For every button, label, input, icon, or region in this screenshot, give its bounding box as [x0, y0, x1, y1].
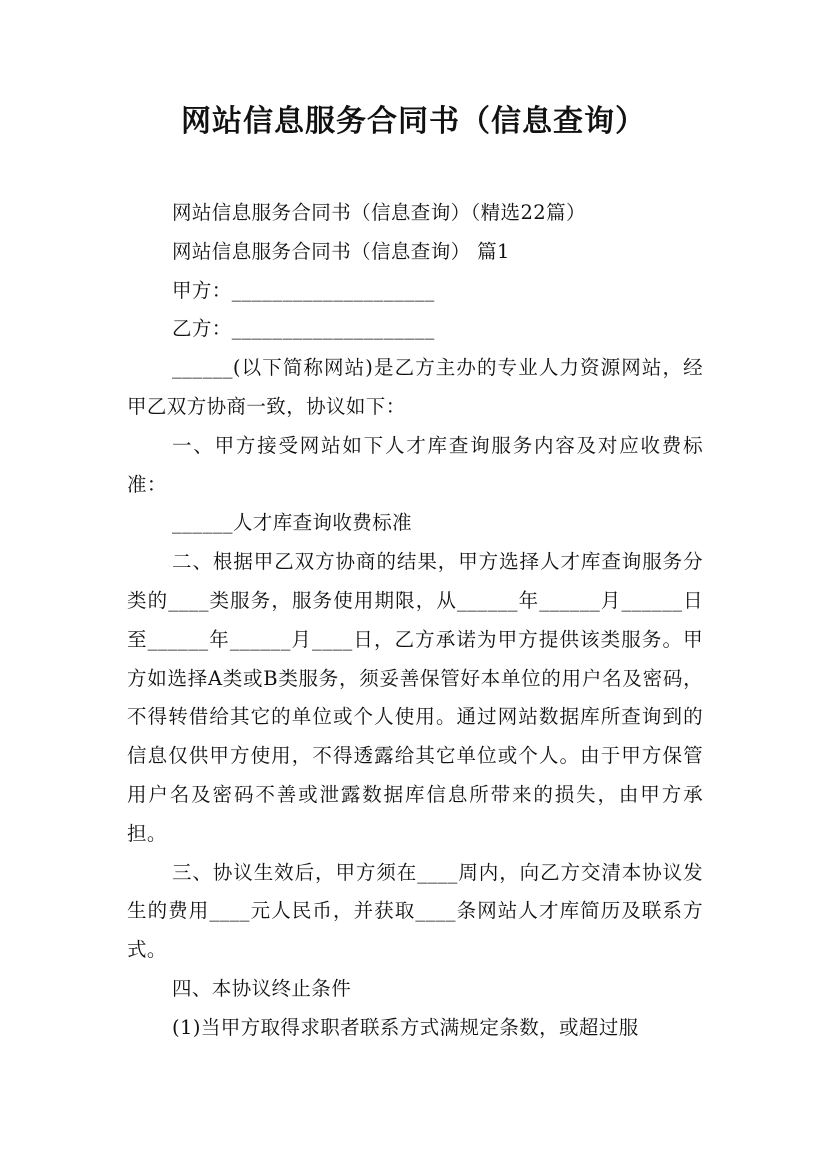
- section-heading: 网站信息服务合同书（信息查询） 篇1: [172, 239, 510, 263]
- clause-4-item-1: (1)当甲方取得求职者联系方式满规定条数，或超过服: [172, 1015, 639, 1039]
- document-body: [127, 194, 703, 1048]
- intro-paragraph: ______(以下简称网站)是乙方主办的专业人力资源网站，经甲乙双方协商一致，协议如下：: [127, 356, 703, 418]
- party-b-line: 乙方：____________________: [172, 317, 435, 341]
- clause-4-heading: 四、本协议终止条件: [172, 976, 352, 1000]
- clause-1: 一、甲方接受网站如下人才库查询服务内容及对应收费标准：: [127, 433, 703, 496]
- document-title: 网站信息服务合同书（信息查询）: [181, 104, 646, 139]
- clause-3: 三、协议生效后，甲方须在____周内，向乙方交清本协议发生的费用____元人民币，并获取____条网站人才库简历及联系方式。: [127, 860, 703, 962]
- party-a-line: 甲方：____________________: [172, 278, 435, 302]
- fee-standard-line: ______人才库查询收费标准: [172, 511, 413, 535]
- clause-2: 二、根据甲乙双方协商的结果，甲方选择人才库查询服务分类的____类服务，服务使用期限，从______年______月______日至______年______月____日，乙方承诺为甲方提供该类服务。甲方如选择A类或B类服务，须妥善保管好本单位的用户名及密码，不得转借给其它的单位或个人使用。通过网站数据库所查询到的信息仅供甲方使用，不得透露给其它单位或个人。由于甲方保管用户名及密码不善或泄露数据库信息所带来的损失，由甲方承担。: [127, 550, 703, 845]
- subtitle-line: 网站信息服务合同书（信息查询）（精选22篇）: [172, 201, 586, 224]
